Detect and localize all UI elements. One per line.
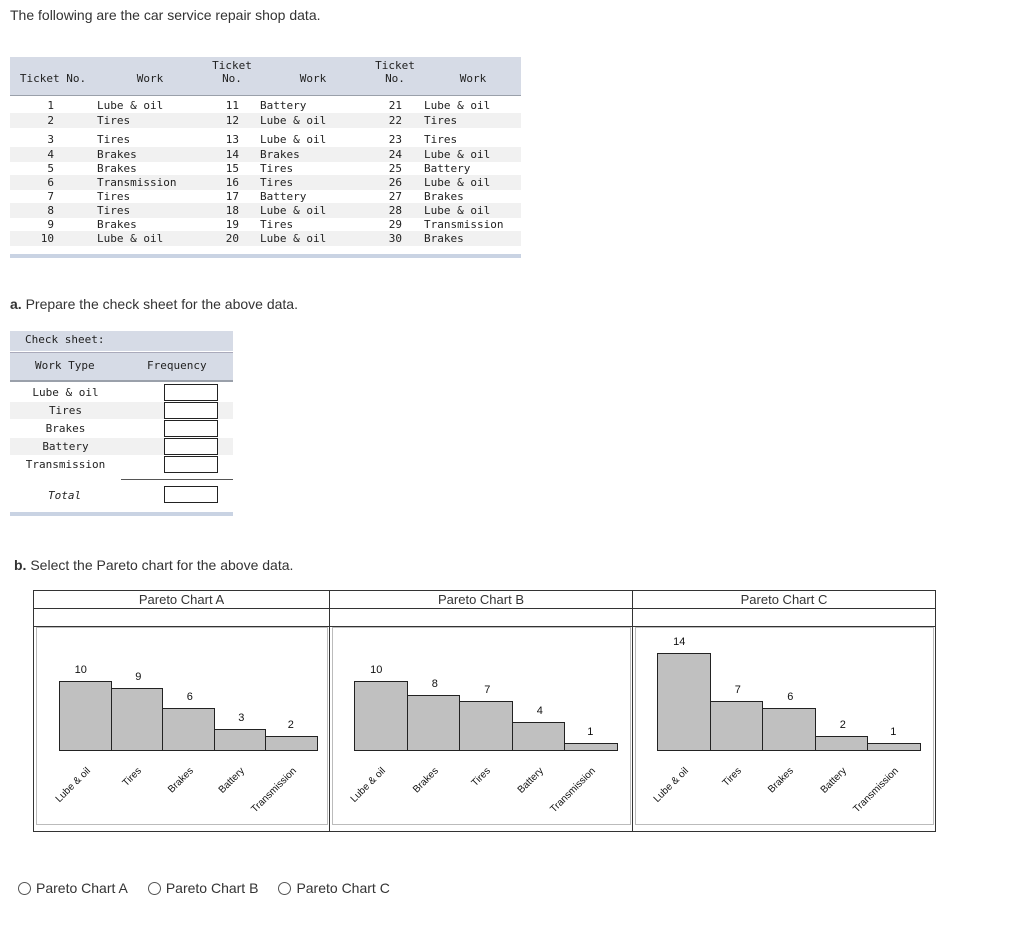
header-ticket-2-line1: Ticket [212, 59, 252, 72]
ticket-number-cell: 6 [47, 176, 54, 189]
check-sheet-header [10, 352, 233, 382]
bar [657, 653, 711, 751]
bar [710, 701, 764, 751]
ticket-number-cell: 26 [388, 176, 402, 189]
work-cell: Lube & oil [260, 133, 327, 146]
bar [354, 681, 408, 751]
radio-icon[interactable] [148, 882, 161, 895]
col-frequency: Frequency [147, 359, 207, 372]
category-label: Brakes [410, 765, 441, 796]
data-label: 7 [734, 684, 741, 696]
question-b-text: Select the Pareto chart for the above data. [26, 557, 294, 573]
category-label: Lube & oil [53, 765, 93, 805]
category-label: Brakes [766, 765, 797, 796]
category-label: Battery [818, 765, 849, 796]
ticket-number-cell: 9 [47, 218, 54, 231]
work-cell: Tires [260, 176, 294, 189]
work-cell: Tires [97, 204, 131, 217]
work-cell: Lube & oil [424, 176, 491, 189]
frequency-input[interactable] [164, 420, 218, 437]
work-cell: Lube & oil [97, 99, 164, 112]
work-type-label: Lube & oil [32, 386, 99, 399]
frequency-input[interactable] [164, 456, 218, 473]
work-cell: Transmission [424, 218, 504, 231]
option-a-label: Pareto Chart A [36, 880, 128, 896]
title-divider [34, 608, 935, 609]
bar [214, 729, 267, 751]
bar [407, 695, 461, 751]
option-b-label: Pareto Chart B [165, 880, 259, 896]
work-cell: Tires [260, 218, 294, 231]
work-cell: Lube & oil [260, 114, 327, 127]
col-divider-2 [632, 608, 633, 831]
category-label: Tires [720, 765, 744, 789]
data-label: 2 [839, 719, 846, 731]
ticket-number-cell: 28 [388, 204, 402, 217]
table-footer-bar [10, 254, 521, 258]
ticket-number-cell: 24 [388, 148, 402, 161]
ticket-number-cell: 4 [47, 148, 54, 161]
ticket-number-cell: 20 [225, 232, 239, 245]
col-work-type: Work Type [35, 359, 95, 372]
ticket-number-cell: 10 [40, 232, 54, 245]
check-sheet-row [10, 402, 233, 419]
category-label: Transmission [249, 765, 299, 816]
work-cell: Lube & oil [424, 204, 491, 217]
ticket-number-cell: 13 [225, 133, 239, 146]
header-work-3: Work [459, 72, 487, 85]
check-sheet-title: Check sheet: [25, 333, 105, 346]
header-ticket-2-line2: No. [222, 72, 242, 85]
check-sheet [10, 331, 233, 517]
ticket-number-cell: 12 [225, 114, 239, 127]
category-label: Transmission [851, 765, 902, 816]
option-pareto-b[interactable] [148, 880, 259, 896]
ticket-number-cell: 8 [47, 204, 54, 217]
ticket-number-cell: 18 [225, 204, 239, 217]
data-label: 10 [370, 664, 383, 676]
bar [265, 736, 318, 751]
frequency-input[interactable] [164, 402, 218, 419]
work-type-label: Tires [48, 404, 83, 417]
work-cell: Lube & oil [260, 232, 327, 245]
work-cell: Battery [260, 99, 307, 112]
repair-data-table [10, 57, 521, 258]
ticket-number-cell: 11 [225, 99, 239, 112]
ticket-number-cell: 22 [388, 114, 402, 127]
question-a-label: a. [10, 296, 22, 312]
radio-icon[interactable] [18, 882, 31, 895]
work-cell: Tires [97, 190, 131, 203]
bar [867, 743, 921, 751]
data-label: 4 [536, 705, 543, 717]
data-label: 2 [287, 719, 294, 731]
bar [815, 736, 869, 751]
category-label: Battery [515, 765, 546, 796]
data-label: 14 [673, 636, 686, 648]
total-label: Total [48, 489, 82, 502]
frequency-input[interactable] [164, 384, 218, 401]
option-c-label: Pareto Chart C [296, 880, 390, 896]
ticket-number-cell: 23 [388, 133, 402, 146]
work-cell: Brakes [97, 148, 137, 161]
work-cell: Tires [424, 114, 458, 127]
work-cell: Brakes [424, 190, 464, 203]
ticket-number-cell: 15 [225, 162, 239, 175]
frequency-input[interactable] [164, 438, 218, 455]
data-label: 8 [431, 678, 438, 690]
category-label: Tires [120, 765, 145, 789]
ticket-number-cell: 29 [388, 218, 402, 231]
pareto-chart-a [36, 627, 328, 825]
work-type-label: Brakes [45, 422, 86, 435]
header-ticket-no-1: Ticket No. [19, 72, 87, 85]
bar [111, 688, 164, 751]
work-type-label: Transmission [25, 458, 106, 471]
work-type-label: Battery [42, 440, 89, 453]
total-separator-line [121, 479, 233, 480]
ticket-number-cell: 16 [225, 176, 239, 189]
header-work-1: Work [136, 72, 164, 85]
work-cell: Brakes [424, 232, 464, 245]
header-work-2: Work [299, 72, 327, 85]
ticket-number-cell: 17 [225, 190, 239, 203]
data-label: 6 [787, 691, 794, 703]
ticket-number-cell: 3 [47, 133, 54, 146]
ticket-number-cell: 2 [47, 114, 54, 127]
radio-icon[interactable] [278, 882, 291, 895]
work-cell: Tires [97, 114, 131, 127]
work-cell: Lube & oil [424, 99, 491, 112]
check-sheet-footer-bar [10, 512, 233, 516]
col-divider-1 [329, 608, 330, 831]
bar [162, 708, 215, 751]
category-label: Transmission [548, 765, 599, 816]
option-pareto-a[interactable] [18, 880, 128, 896]
ticket-number-cell: 7 [47, 190, 54, 203]
data-label: 6 [186, 691, 193, 703]
ticket-number-cell: 27 [388, 190, 402, 203]
data-label: 7 [484, 684, 491, 696]
work-cell: Lube & oil [97, 232, 164, 245]
bar [762, 708, 816, 751]
question-b [14, 557, 293, 573]
header-ticket-3-line1: Ticket [375, 59, 415, 72]
ticket-number-cell: 5 [47, 162, 54, 175]
category-label: Lube & oil [651, 765, 692, 805]
work-cell: Lube & oil [424, 148, 491, 161]
data-label: 1 [587, 726, 594, 738]
pareto-charts-container [33, 590, 936, 832]
header-ticket-3-line2: No. [385, 72, 405, 85]
work-cell: Battery [424, 162, 471, 175]
ticket-number-cell: 30 [388, 232, 402, 245]
pareto-chart-c [635, 627, 934, 825]
ticket-number-cell: 19 [225, 218, 239, 231]
question-a-text: Prepare the check sheet for the above data. [21, 296, 298, 312]
category-label: Lube & oil [348, 765, 389, 805]
check-sheet-row [10, 384, 233, 401]
bar [512, 722, 566, 751]
data-label: 3 [238, 712, 245, 724]
intro-text: The following are the car service repair shop data. [10, 7, 321, 23]
work-cell: Transmission [97, 176, 177, 189]
check-sheet-row [10, 420, 233, 437]
ticket-number-cell: 21 [388, 99, 402, 112]
check-sheet-title-bar [10, 331, 233, 351]
ticket-number-cell: 25 [388, 162, 402, 175]
work-cell: Tires [260, 162, 294, 175]
check-sheet-row [10, 438, 233, 455]
option-pareto-c[interactable] [278, 880, 389, 896]
work-cell: Brakes [97, 162, 137, 175]
pareto-c-title: Pareto Chart C [740, 592, 828, 607]
work-cell: Brakes [97, 218, 137, 231]
work-cell: Tires [424, 133, 458, 146]
bar [564, 743, 618, 751]
work-cell: Lube & oil [260, 204, 327, 217]
work-cell: Battery [260, 190, 307, 203]
data-label: 10 [74, 664, 87, 676]
check-sheet-row [10, 456, 233, 473]
pareto-b-title: Pareto Chart B [330, 591, 633, 608]
work-cell: Brakes [260, 148, 300, 161]
bar [459, 701, 513, 751]
category-label: Tires [469, 765, 494, 789]
answer-options [18, 880, 410, 896]
work-cell: Tires [97, 133, 131, 146]
question-b-label: b. [14, 557, 27, 573]
data-label: 1 [890, 726, 897, 738]
data-label: 9 [135, 671, 142, 683]
ticket-number-cell: 1 [47, 99, 54, 112]
total-input[interactable] [164, 486, 218, 503]
pareto-a-title: Pareto Chart A [34, 591, 330, 608]
bar [59, 681, 112, 751]
category-label: Brakes [165, 765, 196, 796]
category-label: Battery [216, 765, 248, 796]
question-a [10, 296, 298, 312]
ticket-number-cell: 14 [225, 148, 239, 161]
pareto-chart-b [332, 627, 631, 825]
